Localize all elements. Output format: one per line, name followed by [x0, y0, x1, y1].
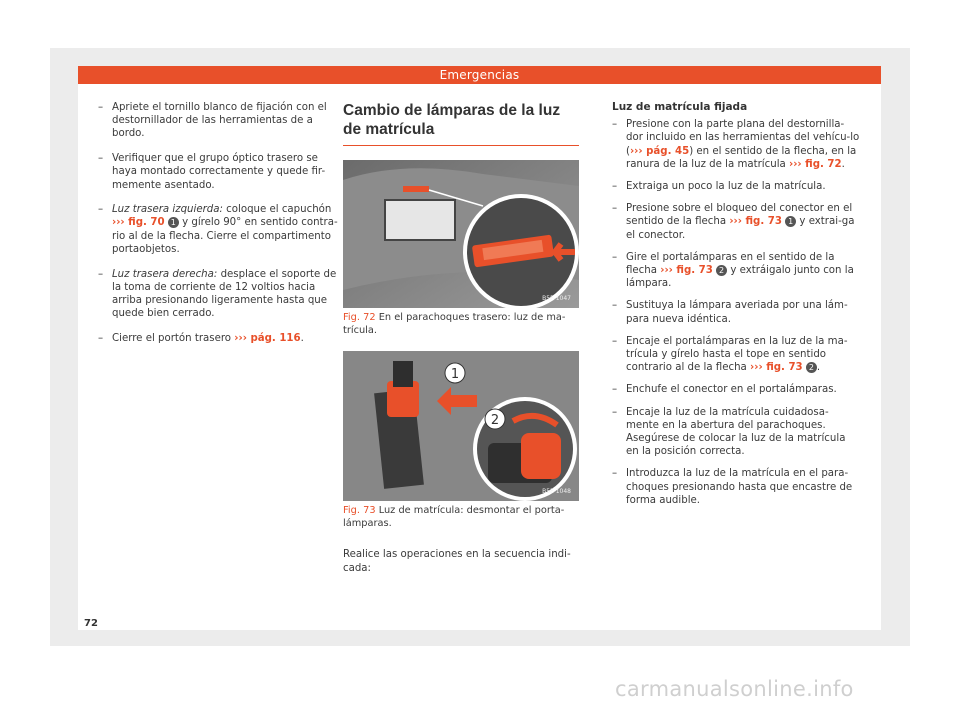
- callout-2: 2: [490, 413, 500, 429]
- fig-73-link[interactable]: ››› fig. 73: [750, 362, 803, 374]
- figure-label: Fig. 72: [343, 312, 376, 323]
- figure-72: [343, 160, 579, 308]
- fig-73-link[interactable]: ››› fig. 73: [729, 216, 782, 228]
- callout-number: 2: [806, 362, 817, 373]
- list-item: – Presione con la parte plana del destornilla-dor incluido en las herramientas del vehícu-lo (››› pág. 45) en el sentido de la flecha, en la ranura de la luz de la matrícula ››› fig. 72.: [612, 118, 860, 171]
- steps-list: [612, 118, 860, 507]
- figure-73-caption: Fig. 73 Luz de matrícula: desmontar el porta-lámparas.: [343, 505, 565, 529]
- list-item: – Encaje el portalámparas en la luz de la ma-trícula y gírelo hasta el tope en sentido contrario al de la flecha ››› fig. 73 2 .: [612, 335, 860, 375]
- image-code: B5F-1048: [542, 487, 571, 495]
- figure-72-caption: Fig. 72 En el parachoques trasero: luz de ma-trícula.: [343, 312, 566, 336]
- left-column: [98, 101, 340, 357]
- lamp-holder-removal-photo: [343, 351, 579, 501]
- list-item: – Gire el portalámparas en el sentido de la flecha ››› fig. 73 2 y extráigalo junto con la lámpara.: [612, 251, 860, 291]
- callout-number: 2: [716, 265, 727, 276]
- list-item: – Sustituya la lámpara averiada por una lám-para nueva idéntica.: [612, 299, 860, 325]
- list-item: – Encaje la luz de la matrícula cuidadosa-mente en la abertura del parachoques. Asegúrese de colocar la luz de la matrícula en la posición correcta.: [612, 406, 860, 459]
- page-116-link[interactable]: ››› pág. 116: [234, 332, 301, 344]
- callout-number: 1: [785, 216, 796, 227]
- image-code: B5F-1047: [542, 294, 571, 302]
- item-lead: Luz trasera derecha:: [112, 268, 218, 280]
- list-item: – Introduzca la luz de la matrícula en el para-choques presionando hasta que encastre de forma audible.: [612, 467, 860, 507]
- watermark: carmanualsonline.info: [615, 677, 854, 701]
- license-plate-light-photo: [343, 160, 579, 308]
- subsection-title: Luz de matrícula fijada: [612, 101, 748, 113]
- fig-73-link[interactable]: ››› fig. 73: [660, 265, 713, 277]
- list-item: – Enchufe el conector en el portalámparas.: [612, 383, 860, 396]
- list-item: – Verifiquer que el grupo óptico trasero se haya montado correctamente y quede fir-memente asentado.: [98, 152, 340, 192]
- intro-text: Realice las operaciones en la secuencia indi-cada:: [343, 549, 571, 574]
- list-item: – Cierre el portón trasero ››› pág. 116.: [98, 332, 340, 345]
- fig-72-link[interactable]: ››› fig. 72: [789, 158, 842, 170]
- middle-column: [343, 101, 579, 575]
- figure-label: Fig. 73: [343, 505, 376, 517]
- section-title: Cambio de lámparas de la luz de matrícula: [343, 101, 579, 146]
- callout-1: 1: [450, 367, 460, 383]
- list-item: – Apriete el tornillo blanco de fijación con el destornillador de las herramientas de a bordo.: [98, 101, 340, 141]
- figure-73: [343, 351, 579, 501]
- fig-70-link[interactable]: ››› fig. 70: [112, 217, 165, 229]
- steps-list: [98, 101, 340, 345]
- page-number: 72: [84, 618, 98, 629]
- list-item: – Presione sobre el bloqueo del conector en el sentido de la flecha ››› fig. 73 1 y extrai-ga el conector.: [612, 202, 860, 242]
- callout-number: 1: [168, 217, 179, 228]
- item-lead: Luz trasera izquierda:: [112, 204, 223, 216]
- page-45-link[interactable]: ››› pág. 45: [629, 145, 690, 157]
- list-item: – Luz trasera derecha: desplace el soporte de la toma de corriente de 12 voltios hacia arriba presionando ligeramente hasta que quede bien cerrado.: [98, 268, 340, 321]
- chapter-header: Emergencias: [78, 66, 881, 84]
- right-column: [612, 101, 860, 516]
- list-item: – Luz trasera izquierda: coloque el capuchón ››› fig. 70 1 y gírelo 90° en sentido contra-rio al de la flecha. Cierre el compartimento portaobjetos.: [98, 203, 340, 256]
- list-item: – Extraiga un poco la luz de la matrícula.: [612, 180, 860, 193]
